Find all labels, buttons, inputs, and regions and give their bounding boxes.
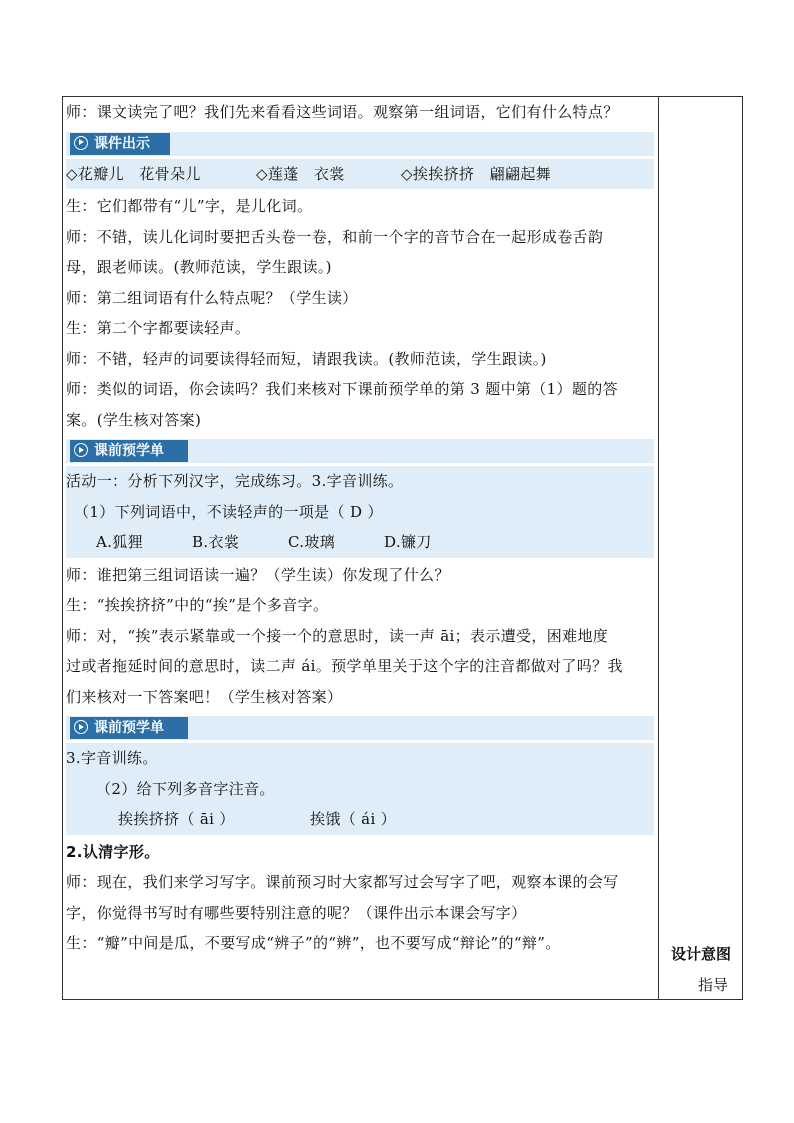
text-line: 师：对，“挨”表示紧靠或一个接一个的意思时，读一声 āi；表示遭受，困难地度	[66, 626, 609, 645]
play-icon	[74, 443, 88, 457]
play-icon	[74, 136, 88, 150]
lesson-content	[66, 97, 654, 959]
text-line: 案。(学生核对答案)	[66, 410, 202, 429]
banner-tag: 课前预学单	[70, 717, 188, 739]
play-icon	[74, 720, 88, 734]
text-line: 生：它们都带有“儿”字，是儿化词。	[66, 197, 313, 215]
section-heading: 2.认清字形。	[66, 842, 160, 861]
text-line: 过或者拖延时间的意思时，读二声 ái。预学单里关于这个字的注音都做对了吗？我	[66, 657, 623, 675]
option-b: B.衣裳	[192, 533, 240, 551]
design-intent-title: 设计意图	[670, 945, 731, 963]
option-a: A.狐狸	[96, 533, 144, 551]
exercise-box	[66, 466, 654, 558]
text-line: 母，跟老师读。(教师范读，学生跟读。)	[66, 258, 332, 276]
text-line: 生：第二个字都要读轻声。	[66, 319, 251, 337]
option-c: C.玻璃	[288, 533, 336, 551]
exercise-box-2	[66, 743, 654, 835]
text-line: （2）给下列多音字注音。	[96, 779, 275, 798]
vocab-row: ◇花瓣儿 花骨朵儿 ◇莲蓬 衣裳 ◇挨挨挤挤 翩翩起舞	[66, 159, 654, 190]
section-banner-yuxuedan-2	[66, 716, 654, 740]
banner-tag: 课前预学单	[70, 440, 188, 462]
section-banner-yuxuedan	[66, 439, 654, 463]
options-line	[66, 527, 654, 558]
text-line: 师：类似的词语，你会读吗？我们来核对下课前预学单的第 3 题中第（1）题的答	[66, 380, 618, 398]
text-line: 师：不错，读儿化词时要把舌头卷一卷，和前一个字的音节合在一起形成卷舌韵	[66, 227, 604, 246]
text-line: 师：第二组词语有什么特点呢？（学生读）	[66, 288, 358, 307]
column-divider	[658, 96, 659, 1000]
question-line: （1）下列词语中，不读轻声的一项是（ D ）	[74, 502, 383, 521]
banner-tag: 课件出示	[70, 133, 170, 155]
answer-line: 挨挨挤挤（ āi ） 挨饿（ ái ）	[118, 810, 397, 828]
text-line: 字，你觉得书写时有哪些要特别注意的呢？（课件出示本课会写字）	[66, 903, 527, 922]
text-line: 生：“挨挨挤挤”中的“挨”是个多音字。	[66, 596, 329, 614]
text-line: 师：课文读完了吧？我们先来看看这些词语。观察第一组词语，它们有什么特点？	[66, 103, 619, 121]
section-banner-kejian	[66, 132, 654, 156]
text-line: 师：谁把第三组词语读一遍？（学生读）你发现了什么？	[66, 565, 450, 584]
text-line: 们来核对一下答案吧！（学生核对答案）	[66, 687, 343, 706]
text-line: 3.字音训练。	[66, 749, 158, 767]
text-line: 师：现在，我们来学习写字。课前预习时大家都写过会写字了吧，观察本课的会写	[66, 873, 619, 891]
text-line: 活动一：分析下列汉字，完成练习。3.字音训练。	[66, 472, 404, 490]
text-line: 师：不错，轻声的词要读得轻而短，请跟我读。(教师范读，学生跟读。)	[66, 349, 547, 368]
text-line: 生：“瓣”中间是瓜，不要写成“辨子”的“辨”，也不要写成“辩论”的“辩”。	[66, 934, 561, 952]
option-d: D.镰刀	[384, 533, 432, 551]
design-intent-text: 指导	[697, 976, 728, 994]
